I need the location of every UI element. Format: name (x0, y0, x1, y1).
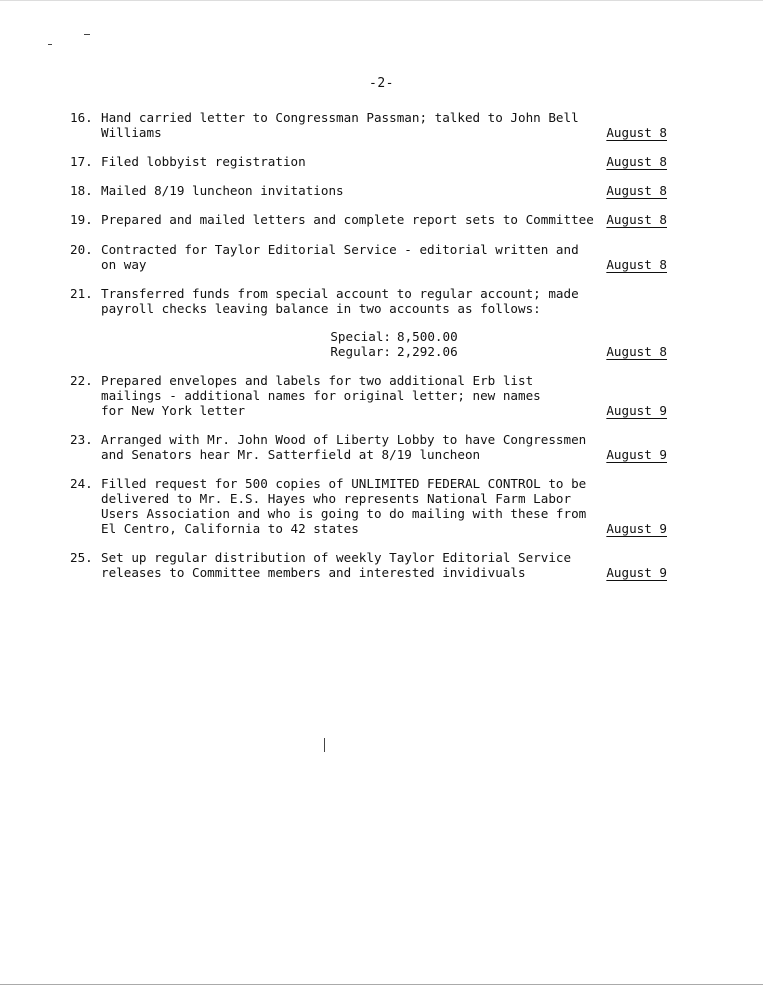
item-text: Set up regular distribution of weekly Taylor Editorial Service releases to Committee members and interested invidivuals (101, 550, 572, 580)
balance-value: 2,292.06 (397, 344, 458, 359)
item-text: Transferred funds from special account to regular account; made payroll checks leaving balance in two accounts as follows: (101, 286, 579, 316)
item-text: Prepared envelopes and labels for two additional Erb list mailings - additional names for original letter; new names for New York letter (101, 373, 541, 418)
item-date: August 9 (606, 521, 667, 536)
balance-table (307, 329, 477, 359)
item-date: August 8 (606, 183, 667, 198)
item-number: 23. (70, 432, 93, 447)
item-number: 18. (70, 183, 93, 198)
item-text: Hand carried letter to Congressman Passman; talked to John Bell Williams (101, 110, 579, 140)
item-number: 22. (70, 373, 93, 388)
item-date: August 9 (606, 447, 667, 462)
item-text: Contracted for Taylor Editorial Service - editorial written and on way (101, 242, 579, 272)
item-date: August 8 (606, 125, 667, 140)
balance-row-regular (307, 344, 477, 359)
item-date: August 8 (606, 257, 667, 272)
item-number: 16. (70, 110, 93, 125)
item-text: Filed lobbyist registration (101, 154, 306, 169)
item-text: Prepared and mailed letters and complete report sets to Committee (101, 212, 594, 227)
item-date: August 8 (606, 154, 667, 169)
item-number: 20. (70, 242, 93, 257)
balance-label: Regular: (330, 344, 391, 359)
item-text: Arranged with Mr. John Wood of Liberty Lobby to have Congressmen and Senators hear Mr. Satterfield at 8/19 luncheon (101, 432, 587, 462)
item-text: Mailed 8/19 luncheon invitations (101, 183, 344, 198)
page-number: -2- (369, 76, 394, 91)
top-edge-line (0, 0, 763, 1)
item-date: August 9 (606, 403, 667, 418)
item-number: 24. (70, 476, 93, 491)
scan-speck (84, 34, 90, 35)
item-date: August 8 (606, 344, 667, 359)
item-date: August 9 (606, 565, 667, 580)
balance-label: Special: (330, 329, 391, 344)
item-number: 25. (70, 550, 93, 565)
item-date: August 8 (606, 212, 667, 227)
item-number: 21. (70, 286, 93, 301)
balance-row-special (307, 329, 477, 344)
bottom-edge-line (0, 984, 763, 985)
scan-mark (324, 738, 325, 752)
item-number: 19. (70, 212, 93, 227)
balance-value: 8,500.00 (397, 329, 458, 344)
item-number: 17. (70, 154, 93, 169)
scan-speck (48, 44, 52, 45)
item-text: Filled request for 500 copies of UNLIMITED FEDERAL CONTROL to be delivered to Mr. E.S. Hayes who represents National Farm Labor Users Association and who is going to do mailing with these from El Centro, California to 42 states (101, 476, 587, 536)
